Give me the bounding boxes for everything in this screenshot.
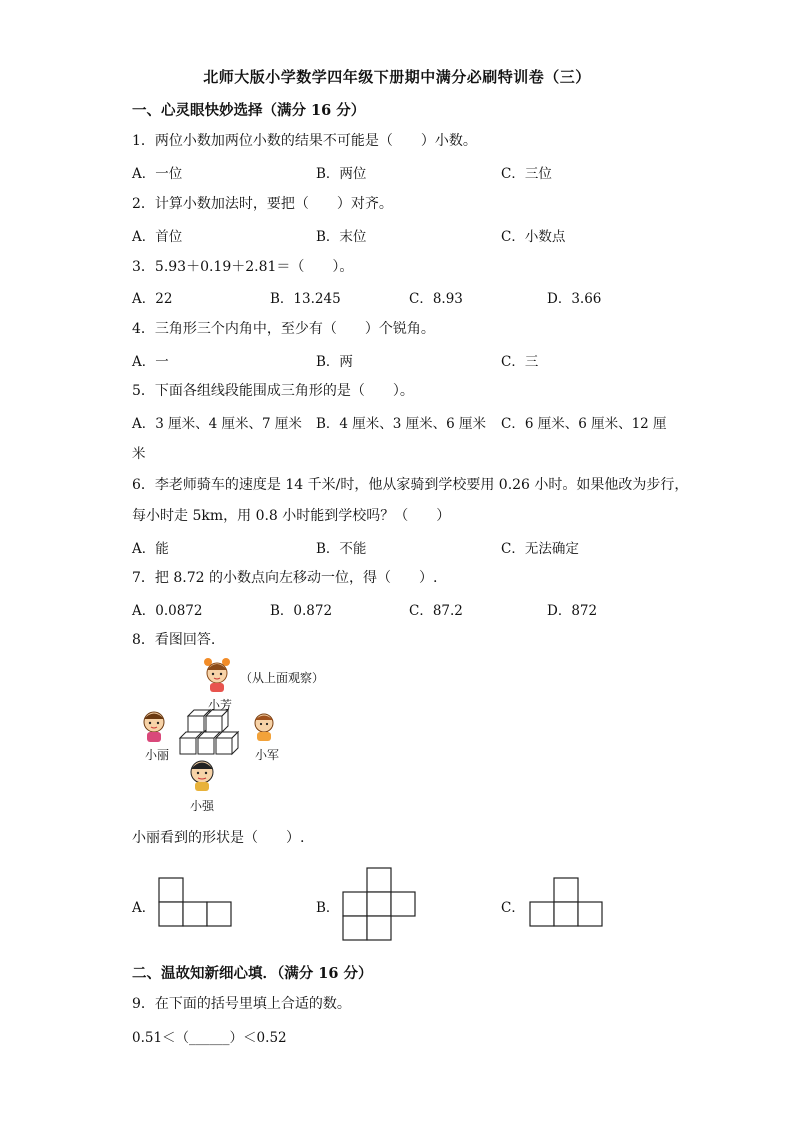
question-8: 8．看图回答. [132, 632, 216, 648]
observation-figure [134, 656, 334, 816]
q5-option-c-wrap: 米 [132, 446, 146, 462]
question-2: 2．计算小数加法时，要把（ ）对齐。 [132, 196, 393, 212]
q7-option-a: A．0.0872 [132, 603, 203, 619]
xiaoqiang-avatar [191, 761, 213, 791]
xiaojun-avatar [255, 714, 273, 741]
q5-option-a: A．3 厘米、4 厘米、7 厘米 [132, 416, 302, 432]
question-6-line-2: 每小时走 5km，用 0.8 小时能到学校吗？（ ） [132, 508, 451, 524]
label-xiaoqiang: 小强 [190, 799, 215, 813]
q6-option-c: C．无法确定 [501, 541, 579, 557]
q8-option-b-shape [342, 867, 416, 941]
q1-option-c: C．三位 [501, 166, 552, 182]
xiaofang-avatar [204, 658, 230, 692]
label-xiaoli: 小丽 [145, 748, 170, 762]
question-4: 4．三角形三个内角中，至少有（ ）个锐角。 [132, 321, 435, 337]
section-2-heading: 二、温故知新细心填．（满分 16 分） [132, 965, 373, 982]
q8-option-c: C． [501, 900, 525, 916]
q2-option-c: C．小数点 [501, 229, 566, 245]
q2-option-b: B．末位 [316, 229, 367, 245]
question-1: 1．两位小数加两位小数的结果不可能是（ ）小数。 [132, 133, 477, 149]
q8-option-b: B． [316, 900, 340, 916]
observation-note: （从上面观察） [240, 671, 325, 685]
question-5: 5．下面各组线段能围成三角形的是（ ）。 [132, 383, 414, 399]
question-8-prompt: 小丽看到的形状是（ ）. [132, 830, 305, 846]
q8-option-c-shape [529, 877, 603, 927]
q5-option-b: B．4 厘米、3 厘米、6 厘米 [316, 416, 487, 432]
question-7: 7．把 8.72 的小数点向左移动一位，得（ ）. [132, 570, 438, 586]
question-6-line-1: 6．李老师骑车的速度是 14 千米/时，他从家骑到学校要用 0.26 小时。如果他改为步行， [132, 477, 689, 493]
question-9-expression: 0.51＜（______）＜0.52 [132, 1030, 287, 1046]
q6-option-a: A．能 [132, 541, 169, 557]
q3-option-c: C．8.93 [409, 291, 463, 307]
page-title: 北师大版小学数学四年级下册期中满分必刷特训卷（三） [203, 68, 591, 86]
q5-option-c: C．6 厘米、6 厘米、12 厘 [501, 416, 667, 432]
label-xiaofang: 小芳 [208, 698, 233, 712]
q1-option-b: B．两位 [316, 166, 367, 182]
q7-option-d: D．872 [547, 603, 598, 619]
q3-option-d: D．3.66 [547, 291, 602, 307]
q7-option-c: C．87.2 [409, 603, 463, 619]
q3-option-b: B．13.245 [270, 291, 341, 307]
q6-option-b: B．不能 [316, 541, 367, 557]
q1-option-a: A．一位 [132, 166, 183, 182]
q4-option-c: C．三 [501, 354, 539, 370]
question-9: 9．在下面的括号里填上合适的数。 [132, 996, 351, 1012]
q4-option-a: A．一 [132, 354, 169, 370]
q8-option-a-shape [158, 877, 232, 927]
question-3: 3．5.93＋0.19＋2.81＝（ ）。 [132, 259, 354, 275]
q8-option-a: A． [132, 900, 156, 916]
q2-option-a: A．首位 [132, 229, 183, 245]
q7-option-b: B．0.872 [270, 603, 333, 619]
xiaoli-avatar [144, 712, 164, 742]
q3-option-a: A．22 [132, 291, 173, 307]
label-xiaojun: 小军 [255, 748, 280, 762]
section-1-heading: 一、心灵眼快妙选择（满分 16 分） [132, 102, 366, 119]
q4-option-b: B．两 [316, 354, 353, 370]
cube-stack [180, 710, 238, 754]
